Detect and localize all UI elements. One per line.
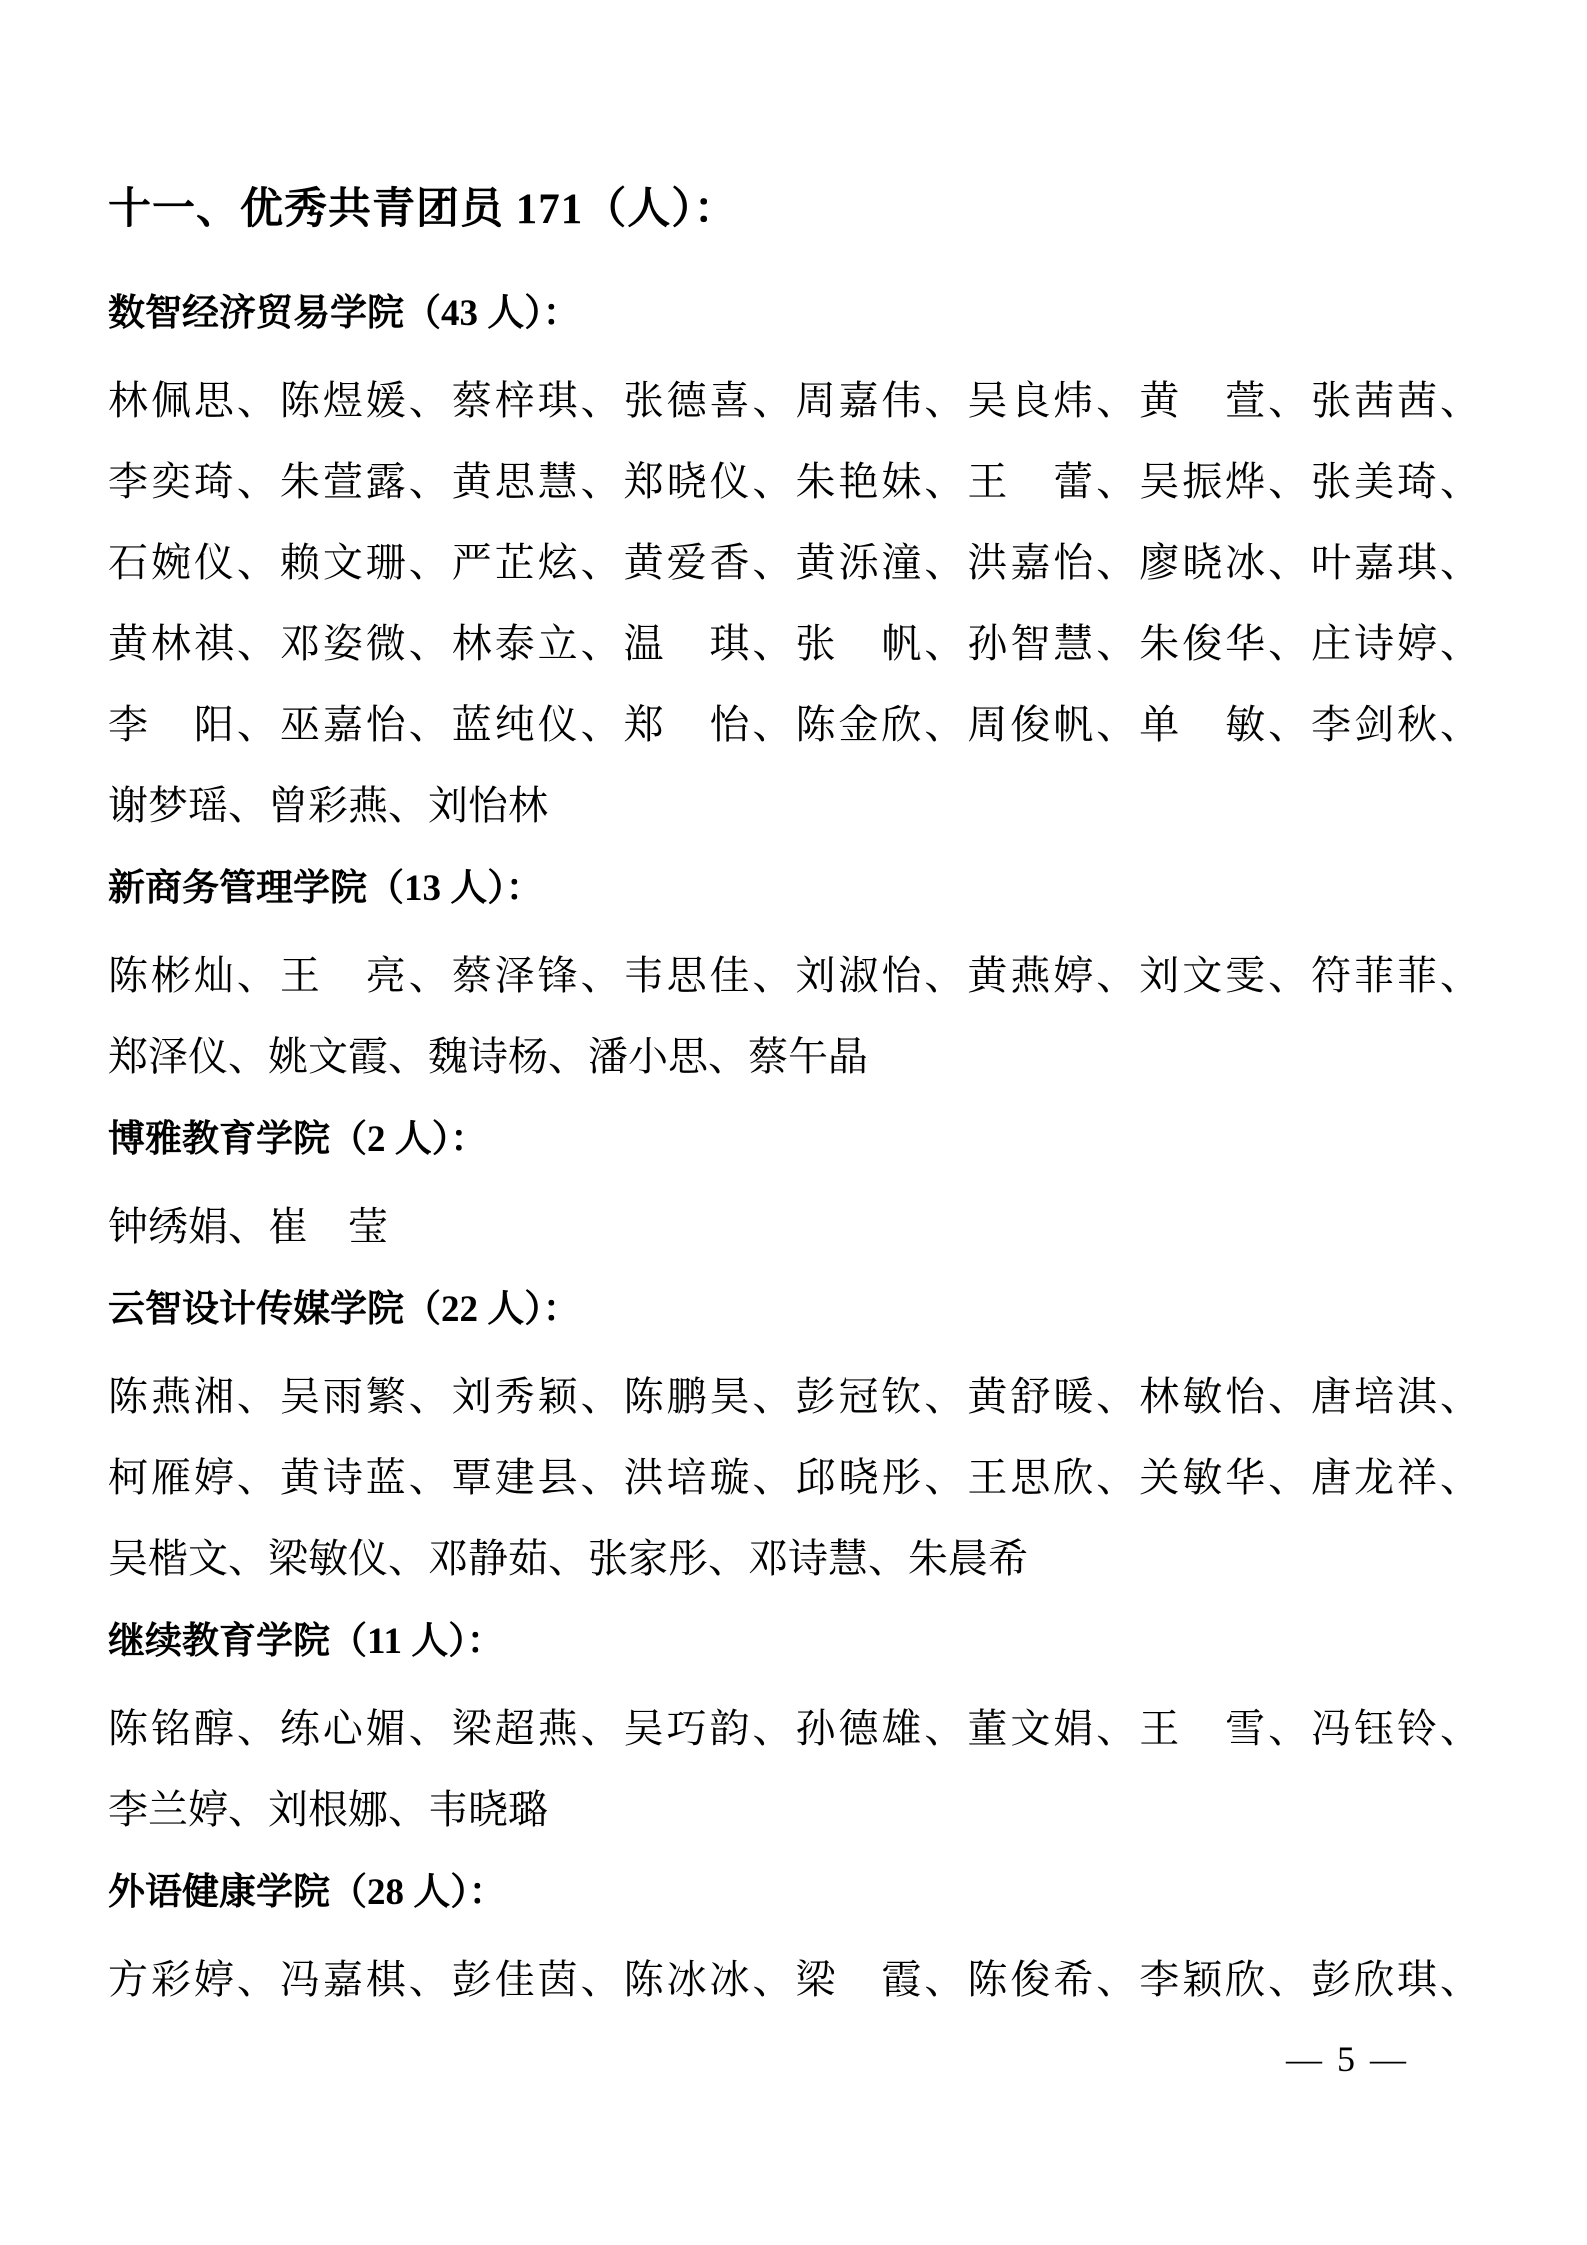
name-lines [108, 1959, 1480, 2000]
name-line: 李奕琦、朱萱露、黄思慧、郑晓仪、朱艳妹、王 蕾、吴振烨、张美琦、 [108, 459, 1480, 504]
name-line: 石婉仪、赖文珊、严芷炫、黄爱香、黄泺潼、洪嘉怡、廖晓冰、叶嘉琪、 [108, 540, 1480, 585]
name-line: 吴楷文、梁敏仪、邓静茹、张家彤、邓诗慧、朱晨希 [108, 1536, 1028, 1581]
college-heading: 数智经济贸易学院（43 人）： [108, 293, 580, 334]
college-section [108, 1119, 1480, 1247]
college-section [108, 293, 1480, 826]
college-heading: 继续教育学院（11 人）： [108, 1621, 504, 1662]
college-section [108, 1872, 1480, 2000]
name-line: 陈燕湘、吴雨繁、刘秀颖、陈鹏昊、彭冠钦、黄舒暖、林敏怡、唐培淇、 [108, 1374, 1480, 1419]
college-heading: 外语健康学院（28 人）： [108, 1872, 506, 1913]
name-line: 黄林祺、邓姿微、林泰立、温 琪、张 帆、孙智慧、朱俊华、庄诗婷、 [108, 621, 1480, 666]
college-heading: 新商务管理学院（13 人）： [108, 868, 543, 909]
name-lines [108, 1206, 1480, 1247]
name-lines [108, 380, 1480, 826]
name-lines [108, 1708, 1480, 1830]
name-line: 郑泽仪、姚文霞、魏诗杨、潘小思、蔡午晶 [108, 1034, 868, 1079]
name-lines [108, 955, 1480, 1077]
page-number: — 5 — [1286, 2039, 1409, 2079]
sections-container [108, 293, 1480, 2000]
name-line: 谢梦瑶、曾彩燕、刘怡林 [108, 783, 548, 828]
name-line: 李兰婷、刘根娜、韦晓璐 [108, 1787, 548, 1832]
name-line: 李 阳、巫嘉怡、蓝纯仪、郑 怡、陈金欣、周俊帆、单 敏、李剑秋、 [108, 702, 1480, 747]
name-line: 陈彬灿、王 亮、蔡泽锋、韦思佳、刘淑怡、黄燕婷、刘文雯、符菲菲、 [108, 953, 1480, 998]
college-heading: 博雅教育学院（2 人）： [108, 1119, 488, 1160]
college-section [108, 1289, 1480, 1579]
document-content [108, 0, 1480, 2000]
name-line: 方彩婷、冯嘉棋、彭佳茵、陈冰冰、梁 霞、陈俊希、李颖欣、彭欣琪、 [108, 1957, 1480, 2002]
name-lines [108, 1376, 1480, 1579]
college-section [108, 868, 1480, 1077]
page-title: 十一、优秀共青团员 171（人）： [108, 186, 738, 233]
college-heading: 云智设计传媒学院（22 人）： [108, 1289, 580, 1330]
name-line: 林佩思、陈煜媛、蔡梓琪、张德喜、周嘉伟、吴良炜、黄 萱、张茜茜、 [108, 378, 1480, 423]
college-section [108, 1621, 1480, 1830]
name-line: 钟绣娟、崔 莹 [108, 1204, 388, 1249]
name-line: 陈铭醇、练心媚、梁超燕、吴巧韵、孙德雄、董文娟、王 雪、冯钰铃、 [108, 1706, 1480, 1751]
name-line: 柯雁婷、黄诗蓝、覃建县、洪培璇、邱晓彤、王思欣、关敏华、唐龙祥、 [108, 1455, 1480, 1500]
